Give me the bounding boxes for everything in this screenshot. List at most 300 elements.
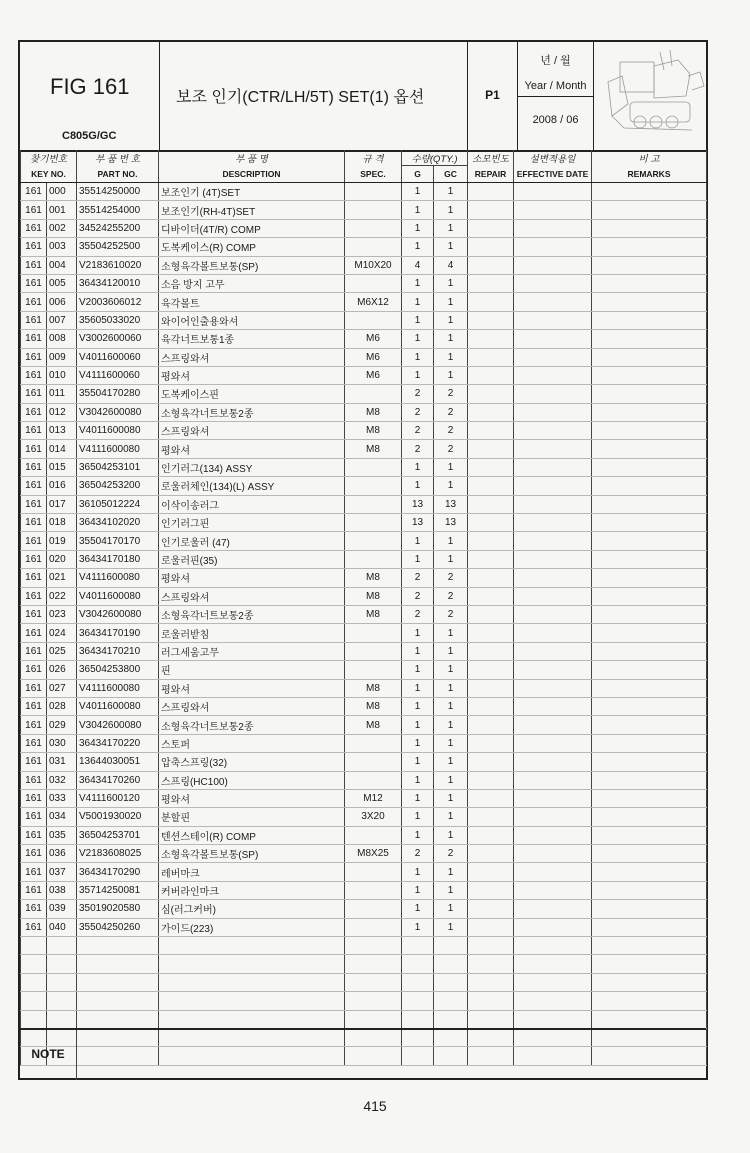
effective-date-cell xyxy=(514,385,592,403)
remarks-cell xyxy=(592,422,707,440)
key-cell: 022 xyxy=(47,587,77,605)
table-row xyxy=(21,716,707,734)
remarks-cell xyxy=(592,532,707,550)
effective-date-cell xyxy=(514,771,592,789)
part-no-cell: V4111600080 xyxy=(77,569,159,587)
table-row xyxy=(21,624,707,642)
qty-g-cell: 13 xyxy=(402,514,434,532)
repair-cell xyxy=(468,495,514,513)
col-qty-gc: GC xyxy=(434,166,468,183)
description-cell: 텐션스테이(R) COMP xyxy=(159,826,345,844)
part-no-cell: 35504170280 xyxy=(77,385,159,403)
qty-gc-cell: 1 xyxy=(434,734,468,752)
remarks-cell xyxy=(592,440,707,458)
remarks-cell xyxy=(592,514,707,532)
repair-cell xyxy=(468,256,514,274)
year-month-en: Year / Month xyxy=(524,80,587,92)
qty-gc-cell: 1 xyxy=(434,624,468,642)
qty-gc-cell: 1 xyxy=(434,789,468,807)
description-cell: 커버라인마크 xyxy=(159,881,345,899)
repair-cell xyxy=(468,311,514,329)
qty-g-cell: 13 xyxy=(402,495,434,513)
empty-cell xyxy=(21,992,47,1010)
qty-g-cell: 1 xyxy=(402,624,434,642)
table-row xyxy=(21,734,707,752)
part-no-cell: 36434170180 xyxy=(77,550,159,568)
part-no-cell: 36434170290 xyxy=(77,863,159,881)
page-code-cell xyxy=(468,42,518,150)
qty-g-cell: 1 xyxy=(402,366,434,384)
spec-cell: M6 xyxy=(345,330,402,348)
fig-cell: 161 xyxy=(21,881,47,899)
spec-cell: M6 xyxy=(345,348,402,366)
part-no-cell: V4011600080 xyxy=(77,422,159,440)
repair-cell xyxy=(468,183,514,201)
part-no-cell: 35504252500 xyxy=(77,238,159,256)
description-cell: 디바이더(4T/R) COMP xyxy=(159,219,345,237)
repair-cell xyxy=(468,808,514,826)
qty-gc-cell: 1 xyxy=(434,863,468,881)
empty-cell xyxy=(592,937,707,955)
qty-g-cell: 2 xyxy=(402,403,434,421)
key-cell: 006 xyxy=(47,293,77,311)
key-cell: 027 xyxy=(47,679,77,697)
table-row xyxy=(21,256,707,274)
qty-g-cell: 2 xyxy=(402,385,434,403)
table-row xyxy=(21,900,707,918)
spec-cell: M8 xyxy=(345,569,402,587)
description-cell: 소형육각너트보통2종 xyxy=(159,403,345,421)
empty-row xyxy=(21,1010,707,1028)
repair-cell xyxy=(468,587,514,605)
description-cell: 도복케이스핀 xyxy=(159,385,345,403)
repair-cell xyxy=(468,385,514,403)
key-cell: 015 xyxy=(47,458,77,476)
qty-g-cell: 1 xyxy=(402,881,434,899)
empty-cell xyxy=(159,973,345,991)
qty-g-cell: 1 xyxy=(402,661,434,679)
remarks-cell xyxy=(592,789,707,807)
qty-g-cell: 1 xyxy=(402,753,434,771)
spec-cell: M10X20 xyxy=(345,256,402,274)
repair-cell xyxy=(468,366,514,384)
qty-gc-cell: 1 xyxy=(434,201,468,219)
repair-cell xyxy=(468,881,514,899)
empty-row xyxy=(21,973,707,991)
key-cell: 038 xyxy=(47,881,77,899)
part-no-cell: 36504253101 xyxy=(77,458,159,476)
empty-cell xyxy=(77,955,159,973)
table-row xyxy=(21,642,707,660)
qty-gc-cell: 1 xyxy=(434,348,468,366)
table-row xyxy=(21,569,707,587)
qty-gc-cell: 1 xyxy=(434,458,468,476)
fig-cell: 161 xyxy=(21,605,47,623)
spec-cell: M6 xyxy=(345,366,402,384)
spec-cell xyxy=(345,183,402,201)
empty-cell xyxy=(345,937,402,955)
effective-date-cell xyxy=(514,366,592,384)
table-row xyxy=(21,219,707,237)
effective-date-cell xyxy=(514,642,592,660)
part-no-cell: V4011600060 xyxy=(77,348,159,366)
qty-gc-cell: 1 xyxy=(434,183,468,201)
remarks-cell xyxy=(592,348,707,366)
key-cell: 035 xyxy=(47,826,77,844)
empty-cell xyxy=(514,1010,592,1028)
key-cell: 014 xyxy=(47,440,77,458)
qty-gc-cell: 1 xyxy=(434,642,468,660)
empty-cell xyxy=(592,973,707,991)
empty-cell xyxy=(514,973,592,991)
part-no-cell: V2003606012 xyxy=(77,293,159,311)
col-qty-g: G xyxy=(402,166,434,183)
remarks-cell xyxy=(592,403,707,421)
empty-row xyxy=(21,937,707,955)
effective-date-cell xyxy=(514,900,592,918)
qty-g-cell: 1 xyxy=(402,716,434,734)
remarks-cell xyxy=(592,201,707,219)
repair-cell xyxy=(468,845,514,863)
part-no-cell: 34524255200 xyxy=(77,219,159,237)
fig-cell: 161 xyxy=(21,550,47,568)
empty-cell xyxy=(345,973,402,991)
fig-cell: 161 xyxy=(21,311,47,329)
fig-cell xyxy=(20,42,160,150)
key-cell: 030 xyxy=(47,734,77,752)
remarks-cell xyxy=(592,495,707,513)
key-cell: 036 xyxy=(47,845,77,863)
key-cell: 037 xyxy=(47,863,77,881)
remarks-cell xyxy=(592,605,707,623)
repair-cell xyxy=(468,679,514,697)
fig-cell: 161 xyxy=(21,238,47,256)
remarks-cell xyxy=(592,808,707,826)
empty-cell xyxy=(345,1010,402,1028)
empty-cell xyxy=(468,992,514,1010)
table-row xyxy=(21,550,707,568)
empty-cell xyxy=(468,937,514,955)
table-row xyxy=(21,311,707,329)
table-row xyxy=(21,385,707,403)
qty-gc-cell: 2 xyxy=(434,587,468,605)
key-cell: 000 xyxy=(47,183,77,201)
description-cell: 보조인기(RH-4T)SET xyxy=(159,201,345,219)
effective-date-cell xyxy=(514,532,592,550)
description-cell: 핀 xyxy=(159,661,345,679)
qty-gc-cell: 1 xyxy=(434,697,468,715)
description-cell: 육각너트보통1종 xyxy=(159,330,345,348)
fig-cell: 161 xyxy=(21,385,47,403)
repair-cell xyxy=(468,238,514,256)
qty-g-cell: 1 xyxy=(402,863,434,881)
table-row xyxy=(21,918,707,936)
table-row xyxy=(21,458,707,476)
remarks-cell xyxy=(592,274,707,292)
remarks-cell xyxy=(592,293,707,311)
key-cell: 029 xyxy=(47,716,77,734)
qty-gc-cell: 1 xyxy=(434,771,468,789)
remarks-cell xyxy=(592,679,707,697)
fig-cell: 161 xyxy=(21,863,47,881)
empty-cell xyxy=(77,992,159,1010)
description-cell: 육각볼트 xyxy=(159,293,345,311)
empty-cell xyxy=(47,1010,77,1028)
spec-cell xyxy=(345,385,402,403)
remarks-cell xyxy=(592,219,707,237)
table-row xyxy=(21,863,707,881)
fig-cell: 161 xyxy=(21,697,47,715)
fig-cell: 161 xyxy=(21,256,47,274)
fig-cell: 161 xyxy=(21,477,47,495)
part-no-cell: 36504253701 xyxy=(77,826,159,844)
spec-cell xyxy=(345,550,402,568)
part-no-cell: 36434102020 xyxy=(77,514,159,532)
fig-cell: 161 xyxy=(21,514,47,532)
empty-cell xyxy=(47,992,77,1010)
effective-date-cell xyxy=(514,440,592,458)
fig-cell: 161 xyxy=(21,642,47,660)
spec-cell xyxy=(345,274,402,292)
key-cell: 034 xyxy=(47,808,77,826)
spec-cell xyxy=(345,311,402,329)
description-cell: 이삭이송러그 xyxy=(159,495,345,513)
fig-cell: 161 xyxy=(21,716,47,734)
fig-cell: 161 xyxy=(21,219,47,237)
description-cell: 평와셔 xyxy=(159,440,345,458)
remarks-cell xyxy=(592,477,707,495)
empty-cell xyxy=(514,937,592,955)
effective-date-cell xyxy=(514,624,592,642)
part-no-cell: V4111600060 xyxy=(77,366,159,384)
table-row xyxy=(21,201,707,219)
key-cell: 008 xyxy=(47,330,77,348)
description-cell: 소형육각볼트보통(SP) xyxy=(159,256,345,274)
part-no-cell: 36434120010 xyxy=(77,274,159,292)
spec-cell xyxy=(345,642,402,660)
remarks-cell xyxy=(592,863,707,881)
effective-date-cell xyxy=(514,495,592,513)
repair-cell xyxy=(468,201,514,219)
repair-cell xyxy=(468,826,514,844)
col-qty-ko: 수량(QTY.) xyxy=(402,150,468,166)
parts-rows xyxy=(21,183,707,1066)
key-cell: 016 xyxy=(47,477,77,495)
table-row xyxy=(21,845,707,863)
qty-g-cell: 2 xyxy=(402,605,434,623)
effective-date-cell xyxy=(514,734,592,752)
effective-date-cell xyxy=(514,550,592,568)
table-row xyxy=(21,422,707,440)
table-row xyxy=(21,881,707,899)
fig-cell: 161 xyxy=(21,293,47,311)
empty-cell xyxy=(159,1010,345,1028)
table-row xyxy=(21,348,707,366)
qty-g-cell: 2 xyxy=(402,440,434,458)
part-no-cell: 36105012224 xyxy=(77,495,159,513)
empty-row xyxy=(21,992,707,1010)
combine-harvester-illustration xyxy=(600,46,710,144)
qty-gc-cell: 1 xyxy=(434,330,468,348)
qty-g-cell: 1 xyxy=(402,789,434,807)
empty-cell xyxy=(77,937,159,955)
part-no-cell: 35605033020 xyxy=(77,311,159,329)
qty-gc-cell: 1 xyxy=(434,550,468,568)
spec-cell: M8X25 xyxy=(345,845,402,863)
effective-date-cell xyxy=(514,808,592,826)
empty-cell xyxy=(592,1010,707,1028)
empty-cell xyxy=(345,992,402,1010)
remarks-cell xyxy=(592,734,707,752)
description-cell: 스프링(HC100) xyxy=(159,771,345,789)
effective-date-cell xyxy=(514,458,592,476)
qty-gc-cell: 1 xyxy=(434,881,468,899)
effective-date-cell xyxy=(514,863,592,881)
qty-gc-cell: 2 xyxy=(434,845,468,863)
spec-cell: M8 xyxy=(345,422,402,440)
effective-date-cell xyxy=(514,753,592,771)
col-repair-ko: 소모빈도 xyxy=(468,150,514,166)
description-cell: 인기로울러 (47) xyxy=(159,532,345,550)
table-row xyxy=(21,587,707,605)
repair-cell xyxy=(468,771,514,789)
revision-date: 2008 / 06 xyxy=(532,114,579,126)
description-cell: 인기러그핀 xyxy=(159,514,345,532)
qty-g-cell: 1 xyxy=(402,532,434,550)
effective-date-cell xyxy=(514,293,592,311)
key-cell: 011 xyxy=(47,385,77,403)
repair-cell xyxy=(468,293,514,311)
remarks-cell xyxy=(592,881,707,899)
remarks-cell xyxy=(592,238,707,256)
table-row xyxy=(21,532,707,550)
qty-g-cell: 2 xyxy=(402,422,434,440)
description-cell: 로울러체인(134)(L) ASSY xyxy=(159,477,345,495)
effective-date-cell xyxy=(514,201,592,219)
remarks-cell xyxy=(592,311,707,329)
empty-cell xyxy=(77,973,159,991)
fig-cell: 161 xyxy=(21,661,47,679)
qty-gc-cell: 1 xyxy=(434,808,468,826)
description-cell: 소형육각볼트보통(SP) xyxy=(159,845,345,863)
empty-cell xyxy=(434,937,468,955)
remarks-cell xyxy=(592,771,707,789)
part-no-cell: V3042600080 xyxy=(77,716,159,734)
spec-cell xyxy=(345,734,402,752)
empty-cell xyxy=(468,973,514,991)
table-row xyxy=(21,697,707,715)
repair-cell xyxy=(468,716,514,734)
spec-cell: M8 xyxy=(345,587,402,605)
spec-cell xyxy=(345,881,402,899)
fig-cell: 161 xyxy=(21,532,47,550)
repair-cell xyxy=(468,440,514,458)
part-no-cell: 36504253200 xyxy=(77,477,159,495)
table-row xyxy=(21,477,707,495)
fig-cell: 161 xyxy=(21,734,47,752)
qty-gc-cell: 1 xyxy=(434,293,468,311)
part-no-cell: 35514250000 xyxy=(77,183,159,201)
spec-cell: M6X12 xyxy=(345,293,402,311)
spec-cell xyxy=(345,532,402,550)
repair-cell xyxy=(468,569,514,587)
effective-date-cell xyxy=(514,219,592,237)
spec-cell xyxy=(345,826,402,844)
fig-cell: 161 xyxy=(21,918,47,936)
table-row xyxy=(21,403,707,421)
spec-cell xyxy=(345,624,402,642)
table-row xyxy=(21,753,707,771)
fig-cell: 161 xyxy=(21,679,47,697)
empty-cell xyxy=(159,992,345,1010)
part-no-cell: V4011600080 xyxy=(77,587,159,605)
qty-gc-cell: 1 xyxy=(434,274,468,292)
empty-cell xyxy=(345,955,402,973)
part-no-cell: 13644030051 xyxy=(77,753,159,771)
spec-cell: M8 xyxy=(345,679,402,697)
col-remarks-en: REMARKS xyxy=(592,166,707,183)
fig-cell: 161 xyxy=(21,808,47,826)
spec-cell xyxy=(345,219,402,237)
spec-cell xyxy=(345,918,402,936)
fig-cell: 161 xyxy=(21,274,47,292)
repair-cell xyxy=(468,477,514,495)
description-cell: 평와셔 xyxy=(159,789,345,807)
remarks-cell xyxy=(592,661,707,679)
col-desc-en: DESCRIPTION xyxy=(159,166,345,183)
effective-date-cell xyxy=(514,238,592,256)
effective-date-cell xyxy=(514,918,592,936)
qty-g-cell: 1 xyxy=(402,330,434,348)
qty-g-cell: 1 xyxy=(402,808,434,826)
col-key-ko: 찾기번호 xyxy=(21,150,77,166)
spec-cell xyxy=(345,477,402,495)
qty-g-cell: 4 xyxy=(402,256,434,274)
description-cell: 러그세움고무 xyxy=(159,642,345,660)
fig-cell: 161 xyxy=(21,348,47,366)
effective-date-cell xyxy=(514,826,592,844)
qty-gc-cell: 1 xyxy=(434,900,468,918)
remarks-cell xyxy=(592,697,707,715)
repair-cell xyxy=(468,422,514,440)
col-part-ko: 부 품 번 호 xyxy=(77,150,159,166)
effective-date-cell xyxy=(514,881,592,899)
part-no-cell: V4011600080 xyxy=(77,697,159,715)
effective-date-cell xyxy=(514,845,592,863)
key-cell: 018 xyxy=(47,514,77,532)
table-row xyxy=(21,808,707,826)
part-no-cell: 35504170170 xyxy=(77,532,159,550)
qty-gc-cell: 2 xyxy=(434,385,468,403)
key-cell: 005 xyxy=(47,274,77,292)
qty-gc-cell: 1 xyxy=(434,661,468,679)
spec-cell: M8 xyxy=(345,403,402,421)
repair-cell xyxy=(468,330,514,348)
empty-cell xyxy=(21,973,47,991)
empty-cell xyxy=(434,973,468,991)
empty-cell xyxy=(47,955,77,973)
qty-g-cell: 1 xyxy=(402,219,434,237)
key-cell: 040 xyxy=(47,918,77,936)
empty-cell xyxy=(159,955,345,973)
fig-cell: 161 xyxy=(21,624,47,642)
repair-cell xyxy=(468,697,514,715)
effective-date-cell xyxy=(514,274,592,292)
spec-cell xyxy=(345,458,402,476)
qty-g-cell: 1 xyxy=(402,238,434,256)
fig-cell: 161 xyxy=(21,587,47,605)
col-part-en: PART NO. xyxy=(77,166,159,183)
